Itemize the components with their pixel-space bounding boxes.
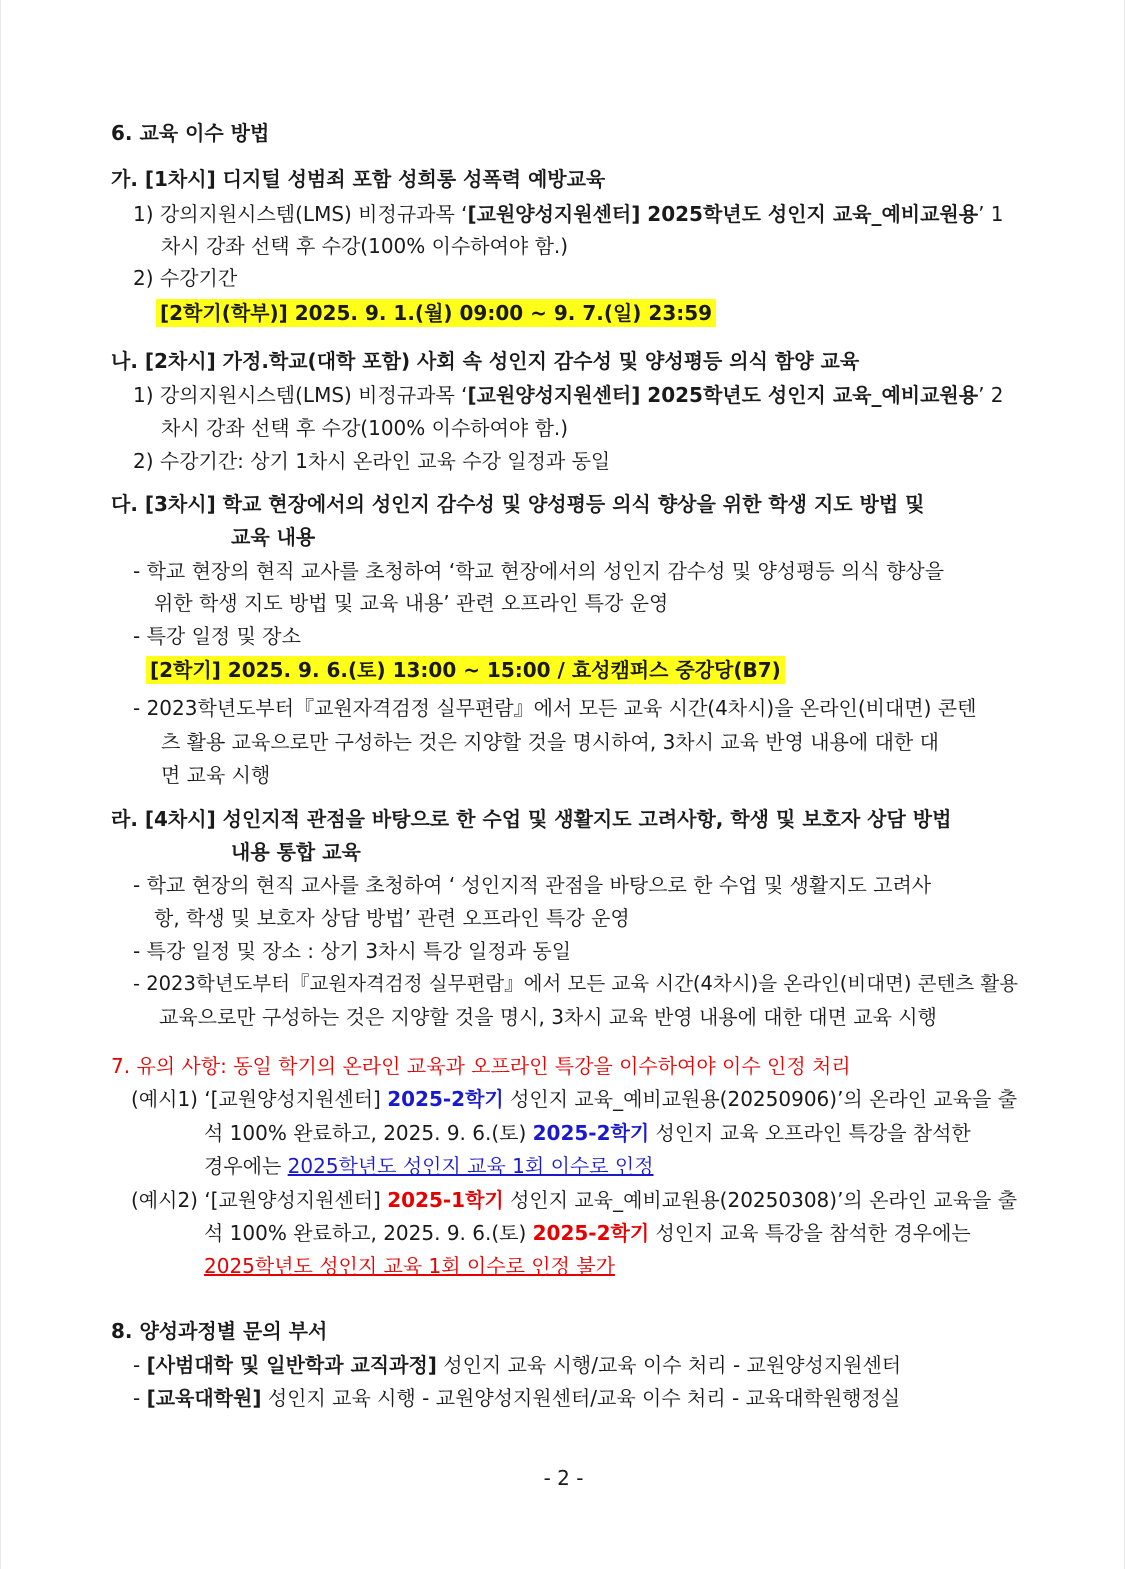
item-da-3-line2: 츠 활용 교육으로만 구성하는 것은 지양할 것을 명시하여, 3차시 교육 반영 내용에 대한 대	[161, 730, 939, 754]
text: 성인지 교육_예비교원용(20250906)’의 온라인 교육을 출	[503, 1087, 1018, 1111]
example-2-line2	[204, 1218, 971, 1248]
text: 석 100% 완료하고, 2025. 9. 6.(토)	[204, 1121, 533, 1145]
item-ga-1-line1	[133, 199, 1004, 229]
text: -	[133, 1353, 147, 1377]
contact-row-1	[133, 1350, 901, 1380]
semester-label: 2025-2학기	[532, 1221, 650, 1245]
item-ra-3-line1: - 2023학년도부터『교원자격검정 실무편람』에서 모든 교육 시간(4차시)을 온라인(비대면) 콘텐츠 활용	[133, 972, 1019, 995]
section-7-title: 7. 유의 사항: 동일 학기의 온라인 교육과 오프라인 특강을 이수하여야 이수 인정 처리	[111, 1054, 851, 1078]
text: 성인지 교육 오프라인 특강을 참석한	[649, 1121, 971, 1145]
text: 성인지 교육 시행 - 교원양성지원센터/교육 이수 처리 - 교육대학원행정실	[261, 1386, 901, 1410]
semester-label: 2025-2학기	[387, 1087, 504, 1111]
section-6-title: 6. 교육 이수 방법	[111, 121, 270, 145]
program-label: [사범대학 및 일반학과 교직과정]	[146, 1353, 437, 1377]
course-name: [교원양성지원센터] 2025학년도 성인지 교육_예비교원용	[467, 202, 979, 226]
item-da-3-line3: 면 교육 시행	[161, 763, 271, 787]
item-ra-2: - 특강 일정 및 장소 : 상기 3차시 특강 일정과 동일	[133, 939, 572, 963]
item-ra-3-line2: 교육으로만 구성하는 것은 지양할 것을 명시, 3차시 교육 반영 내용에 대한 대면 교육 시행	[159, 1005, 937, 1029]
item-ra-1-line2: 항, 학생 및 보호자 상담 방법’ 관련 오프라인 특강 운영	[154, 906, 630, 930]
highlighted-period: [2학기] 2025. 9. 6.(토) 13:00 ~ 15:00 / 효성캠퍼스 중강당(B7)	[146, 656, 785, 684]
text: 1) 강의지원시스템(LMS) 비정규과목 ‘	[133, 383, 468, 407]
item-ga-2: 2) 수강기간	[133, 266, 238, 290]
text: ’ 1	[978, 202, 1004, 226]
item-da-1-line2: 위한 학생 지도 방법 및 교육 내용’ 관련 오프라인 특강 운영	[154, 591, 669, 615]
semester-label: 2025-1학기	[387, 1188, 504, 1212]
example-1-line1	[131, 1084, 1017, 1114]
item-na-1-line1	[133, 380, 1004, 410]
text: 성인지 교육 특강을 참석한 경우에는	[649, 1221, 971, 1245]
text: (예시1) ‘[교원양성지원센터]	[131, 1087, 388, 1111]
text: 경우에는	[204, 1154, 288, 1178]
program-label: [교육대학원]	[146, 1386, 262, 1410]
semester-label: 2025-2학기	[532, 1121, 650, 1145]
item-ra-heading-line2: 내용 통합 교육	[231, 840, 361, 864]
item-na-2: 2) 수강기간: 상기 1차시 온라인 교육 수강 일정과 동일	[133, 449, 611, 473]
item-na-1-line2: 차시 강좌 선택 후 수강(100% 이수하여야 함.)	[161, 416, 569, 440]
period-da	[146, 655, 785, 685]
example-1-line2	[204, 1118, 971, 1148]
item-da-1-line1: - 학교 현장의 현직 교사를 초청하여 ‘학교 현장에서의 성인지 감수성 및 양성평등 의식 향상을	[133, 559, 945, 583]
page-number: - 2 -	[543, 1466, 584, 1490]
item-na-heading: 나. [2차시] 가정.학교(대학 포함) 사회 속 성인지 감수성 및 양성평등 의식 함양 교육	[111, 349, 860, 373]
text: 성인지 교육 시행/교육 이수 처리 - 교원양성지원센터	[436, 1353, 902, 1377]
example-1-line3	[204, 1151, 654, 1181]
period-ga	[156, 298, 716, 328]
text: 1) 강의지원시스템(LMS) 비정규과목 ‘	[133, 202, 468, 226]
highlighted-period: [2학기(학부)] 2025. 9. 1.(월) 09:00 ~ 9. 7.(일) 23:59	[156, 299, 716, 327]
item-ga-1-line2: 차시 강좌 선택 후 수강(100% 이수하여야 함.)	[161, 234, 569, 258]
example-2-line1	[131, 1185, 1017, 1215]
item-da-3-line1: - 2023학년도부터『교원자격검정 실무편람』에서 모든 교육 시간(4차시)을 온라인(비대면) 콘텐	[133, 696, 977, 720]
text: -	[133, 1386, 147, 1410]
section-8-title: 8. 양성과정별 문의 부서	[111, 1319, 328, 1343]
example-2-line3: 2025학년도 성인지 교육 1회 이수로 인정 불가	[204, 1254, 615, 1278]
item-ra-heading-line1: 라. [4차시] 성인지적 관점을 바탕으로 한 수업 및 생활지도 고려사항, 학생 및 보호자 상담 방법	[111, 807, 952, 831]
item-ga-heading: 가. [1차시] 디지털 성범죄 포함 성희롱 성폭력 예방교육	[111, 167, 606, 191]
item-da-heading-line2: 교육 내용	[231, 525, 316, 549]
contact-row-2	[133, 1383, 900, 1413]
item-da-2: - 특강 일정 및 장소	[133, 624, 301, 648]
text: 성인지 교육_예비교원용(20250308)’의 온라인 교육을 출	[503, 1188, 1018, 1212]
item-da-heading-line1: 다. [3차시] 학교 현장에서의 성인지 감수성 및 양성평등 의식 향상을 위한 학생 지도 방법 및	[111, 492, 925, 516]
text: ’ 2	[978, 383, 1004, 407]
item-ra-1-line1: - 학교 현장의 현직 교사를 초청하여 ‘ 성인지적 관점을 바탕으로 한 수업 및 생활지도 고려사	[133, 873, 932, 897]
course-name: [교원양성지원센터] 2025학년도 성인지 교육_예비교원용	[467, 383, 979, 407]
text: 석 100% 완료하고, 2025. 9. 6.(토)	[204, 1221, 533, 1245]
recognition-note: 2025학년도 성인지 교육 1회 이수로 인정	[287, 1154, 654, 1178]
text: (예시2) ‘[교원양성지원센터]	[131, 1188, 388, 1212]
